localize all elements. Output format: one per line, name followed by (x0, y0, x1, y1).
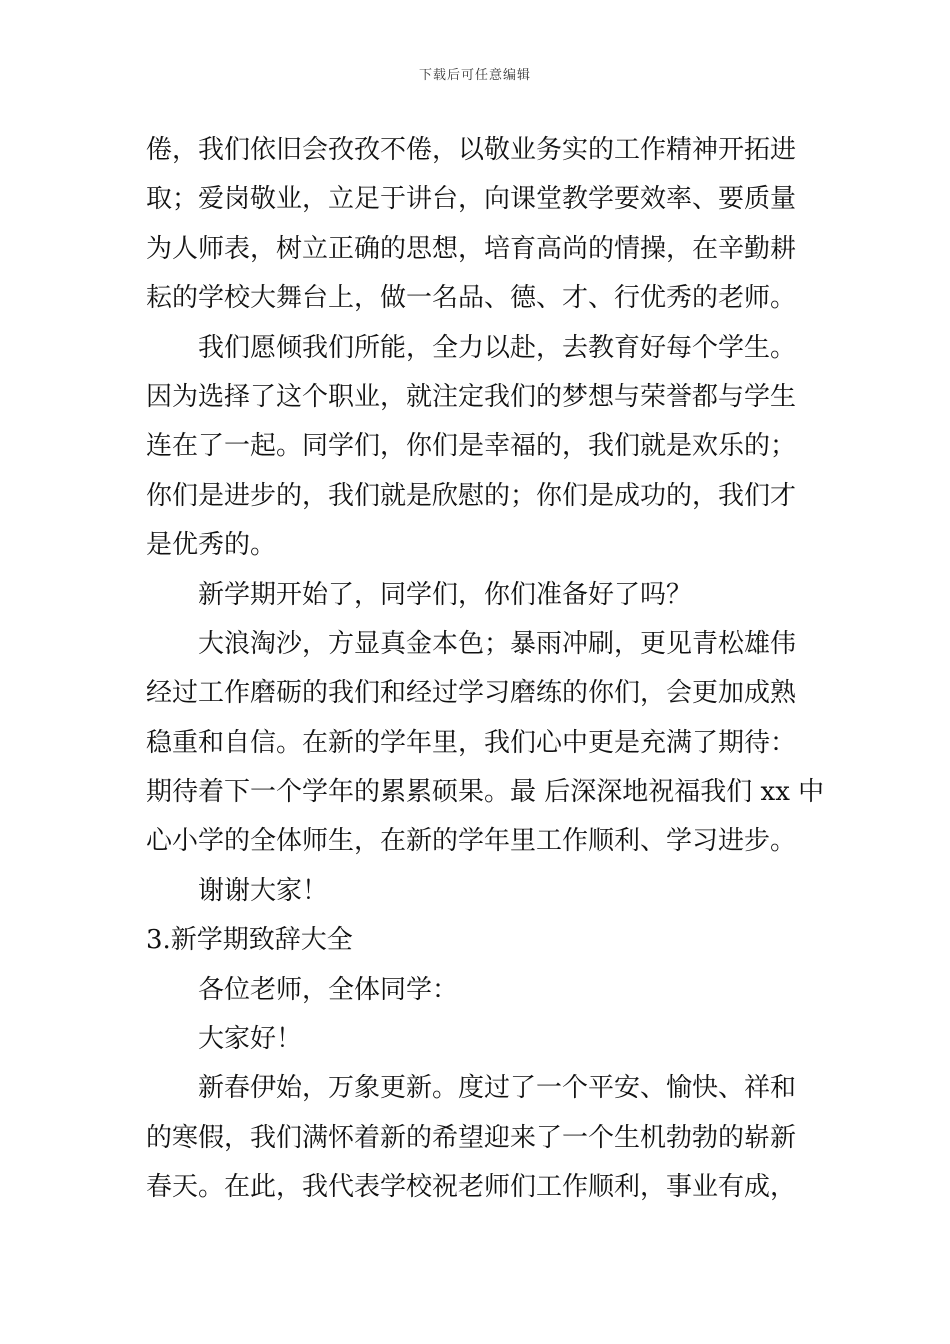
paragraph-start-line: 大浪淘沙，方显真金本色；暴雨冲刷，更见青松雄伟 (198, 628, 797, 659)
text-line: 耘的学校大舞台上，做一名品、德、才、行优秀的老师。 (146, 283, 797, 314)
text-line: 春天。在此，我代表学校祝老师们工作顺利，事业有成， (146, 1172, 797, 1203)
salutation-line: 各位老师，全体同学： (198, 974, 459, 1005)
text-line: 心小学的全体师生，在新的学年里工作顺利、学习进步。 (146, 826, 797, 857)
paragraph-start-line: 新春伊始，万象更新。度过了一个平安、愉快、祥和 (198, 1073, 797, 1104)
paragraph-start-line: 我们愿倾我们所能，全力以赴，去教育好每个学生。 (198, 332, 797, 363)
text-line: 取；爱岗敬业，立足于讲台，向课堂教学要效率、要质量 (146, 184, 797, 215)
document-body (146, 126, 825, 1213)
text-line: 为人师表，树立正确的思想，培育高尚的情操，在辛勤耕 (146, 233, 797, 264)
greeting-line: 大家好！ (198, 1024, 303, 1055)
paragraph-start-line: 谢谢大家！ (198, 875, 329, 906)
text-line: 稳重和自信。在新的学年里，我们心中更是充满了期待： (146, 727, 797, 758)
text-line: 你们是进步的，我们就是欣慰的；你们是成功的，我们才 (146, 480, 797, 511)
text-line: 倦，我们依旧会孜孜不倦，以敬业务实的工作精神开拓进 (146, 135, 797, 165)
text-line: 因为选择了这个职业，就注定我们的梦想与荣誉都与学生 (146, 381, 797, 412)
text-line: 连在了一起。同学们，你们是幸福的，我们就是欢乐的； (146, 431, 797, 462)
text-line: 是优秀的。 (146, 530, 277, 561)
section-heading: 3.新学期致辞大全 (146, 925, 353, 956)
header-note: 下载后可任意编辑 (418, 68, 531, 83)
paragraph-start-line: 新学期开始了，同学们，你们准备好了吗？ (198, 579, 693, 610)
text-line: 期待着下一个学年的累累硕果。最 后深深地祝福我们 xx 中 (146, 777, 825, 808)
text-line: 的寒假，我们满怀着新的希望迎来了一个生机勃勃的崭新 (146, 1122, 797, 1153)
text-line: 经过工作磨砺的我们和经过学习磨练的你们，会更加成熟 (146, 678, 797, 709)
